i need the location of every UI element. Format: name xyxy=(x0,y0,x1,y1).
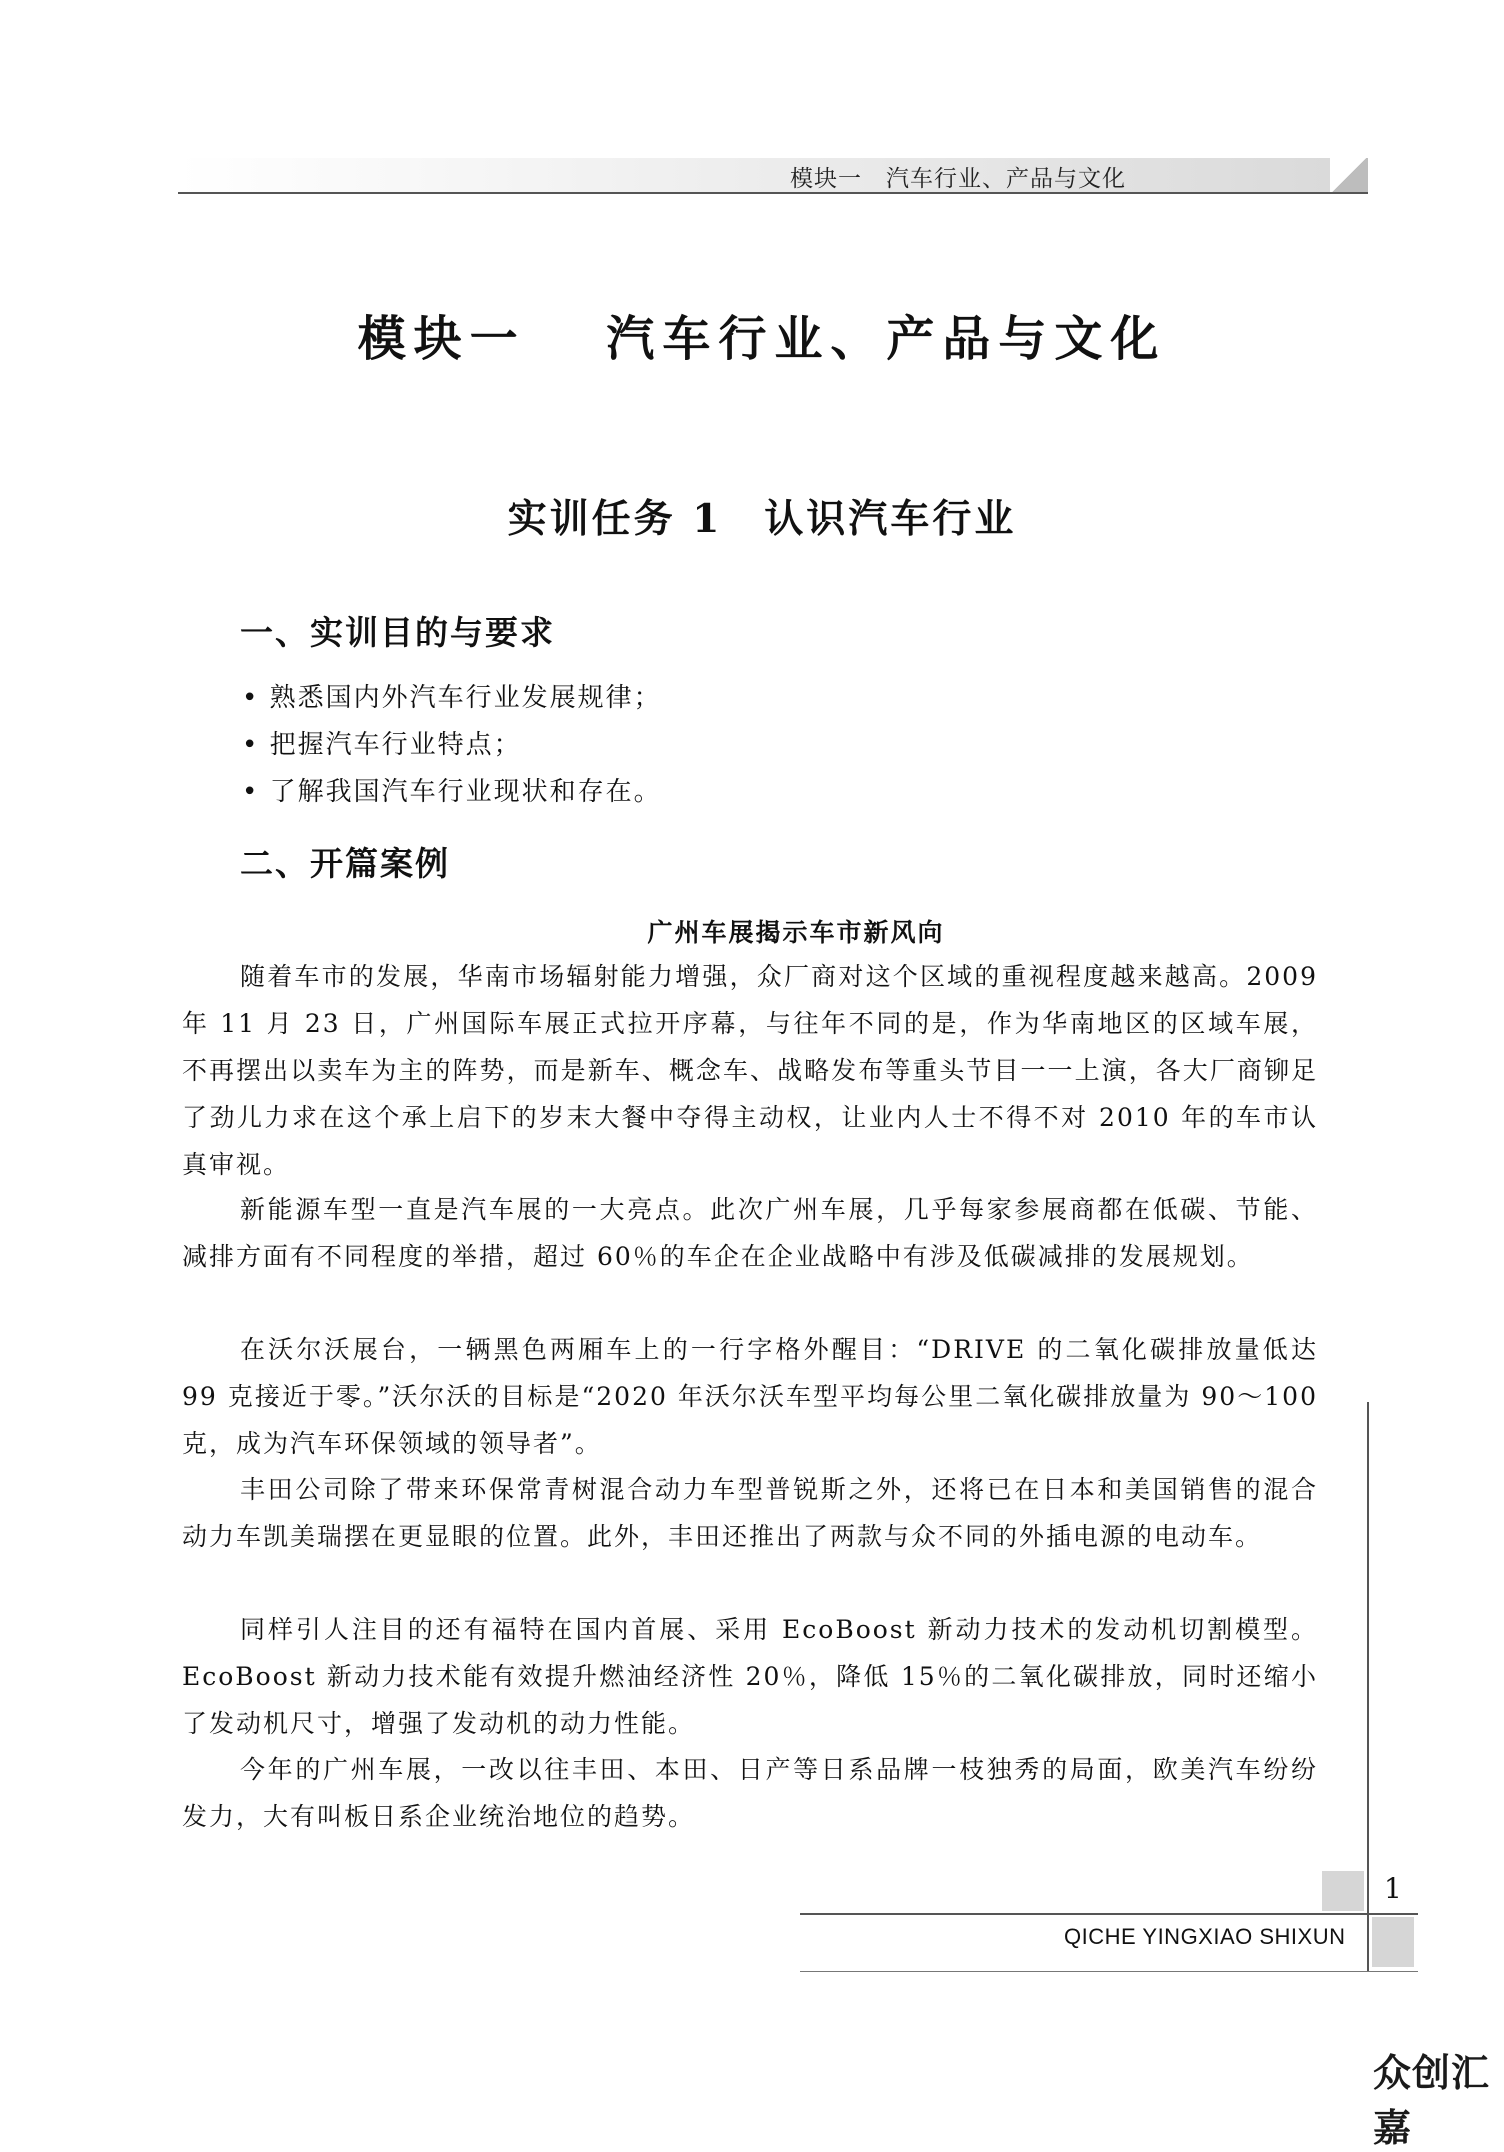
task-title: 实训任务 1 认识汽车行业 xyxy=(507,496,1017,542)
case-paragraph: 在沃尔沃展台，一辆黑色两厢车上的一行字格外醒目：“DRIVE 的二氧化碳排放量低达 99 克接近于零。”沃尔沃的目标是“2020 年沃尔沃车型平均每公里二氧化碳排放量为 90～100 克，成为汽车环保领域的领导者”。 xyxy=(182,1335,1318,1458)
page-number: 1 xyxy=(1384,1872,1402,1905)
list-item: • 把握汽车行业特点； xyxy=(242,730,522,760)
case-paragraph: 同样引人注目的还有福特在国内首展、采用 EcoBoost 新动力技术的发动机切割模型。EcoBoost 新动力技术能有效提升燃油经济性 20％，降低 15％的二氧化碳排放，同时还缩小了发动机尺寸，增强了发动机的动力性能。 xyxy=(182,1615,1318,1738)
book-title-footer: QICHE YINGXIAO SHIXUN xyxy=(1064,1924,1346,1949)
header-band xyxy=(178,158,1368,192)
list-item: • 了解我国汽车行业现状和存在。 xyxy=(242,777,662,807)
header-rule xyxy=(178,192,1368,194)
section-heading-objectives: 一、实训目的与要求 xyxy=(240,613,555,652)
header-corner-decoration xyxy=(1330,158,1368,192)
case-paragraph: 新能源车型一直是汽车展的一大亮点。此次广州车展，几乎每家参展商都在低碳、节能、减排方面有不同程度的举措，超过 60％的车企在企业战略中有涉及低碳减排的发展规划。 xyxy=(182,1195,1318,1271)
footer-vertical-rule xyxy=(1367,1402,1369,1972)
list-item: • 熟悉国内外汽车行业发展规律； xyxy=(242,683,662,713)
footer-decoration-box xyxy=(1372,1917,1414,1967)
footer-rule xyxy=(800,1913,1418,1915)
footer-decoration-box xyxy=(1322,1871,1364,1911)
case-paragraph: 随着车市的发展，华南市场辐射能力增强，众厂商对这个区域的重视程度越来越高。2009 年 11 月 23 日，广州国际车展正式拉开序幕，与往年不同的是，作为华南地区的区域车展，不再摆出以卖车为主的阵势，而是新车、概念车、战略发布等重头节目一一上演，各大厂商铆足了劲儿力求在这个承上启下的岁末大餐中夺得主动权，让业内人士不得不对 2010 年的车市认真审视。 xyxy=(182,962,1318,1179)
case-title: 广州车展揭示车市新风向 xyxy=(647,918,945,947)
case-paragraph: 今年的广州车展，一改以往丰田、本田、日产等日系品牌一枝独秀的局面，欧美汽车纷纷发力，大有叫板日系企业统治地位的趋势。 xyxy=(182,1755,1318,1831)
watermark-logo: 众创汇嘉 xyxy=(1373,2051,1491,2150)
objectives-list xyxy=(242,678,662,819)
footer-rule xyxy=(800,1971,1418,1972)
running-header-title: 模块一 汽车行业、产品与文化 xyxy=(790,166,1126,192)
case-paragraph: 丰田公司除了带来环保常青树混合动力车型普锐斯之外，还将已在日本和美国销售的混合动力车凯美瑞摆在更显眼的位置。此外，丰田还推出了两款与众不同的外插电源的电动车。 xyxy=(182,1475,1318,1551)
section-heading-case: 二、开篇案例 xyxy=(240,844,450,883)
module-title: 模块一 汽车行业、产品与文化 xyxy=(357,311,1167,367)
